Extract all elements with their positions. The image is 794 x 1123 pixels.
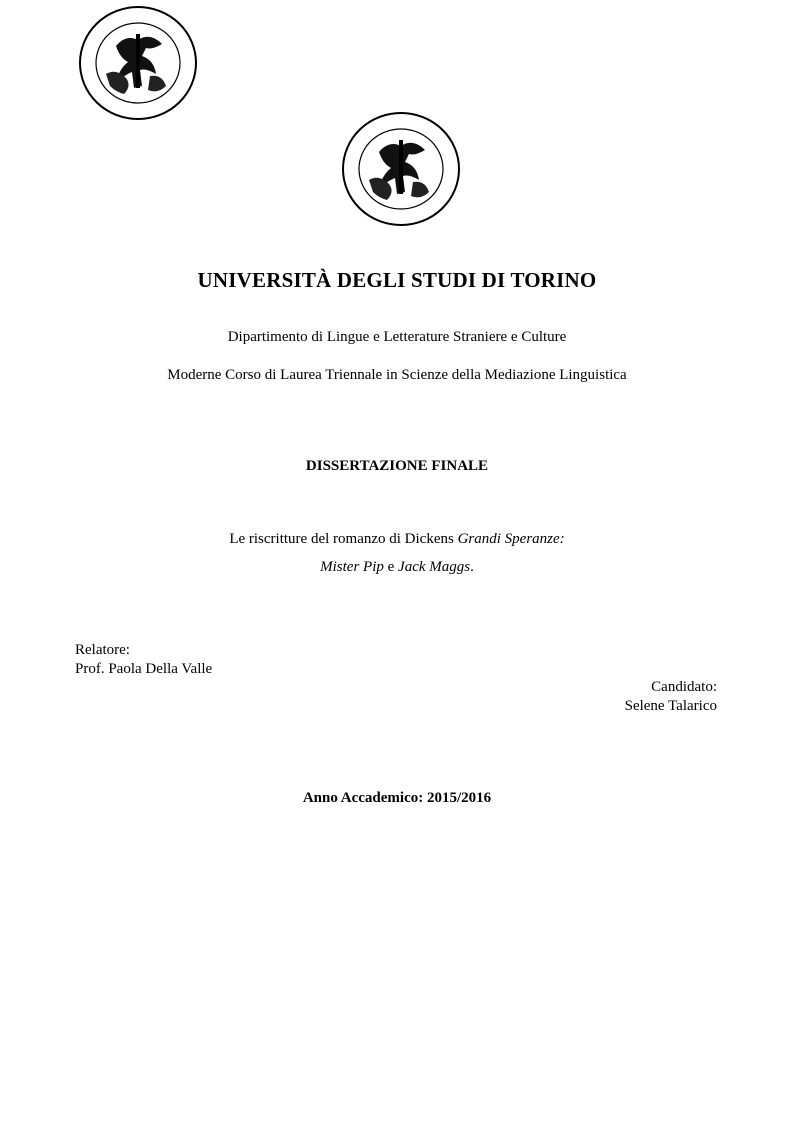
thesis-title-connector: e <box>383 559 399 575</box>
dissertation-heading: DISSERTAZIONE FINALE <box>305 458 489 474</box>
thesis-title-end: . <box>470 559 474 575</box>
thesis-title-line-1 <box>0 531 794 548</box>
candidate-name: Selene Talarico <box>624 698 717 714</box>
university-seal-top <box>76 4 200 122</box>
candidate-label: Candidato: <box>651 679 717 695</box>
seal-icon <box>76 4 200 122</box>
thesis-title-work-a: Mister Pip <box>320 559 384 575</box>
thesis-title-line-2 <box>0 559 794 576</box>
course-name: Moderne Corso di Laurea Triennale in Scienze della Mediazione Linguistica <box>167 367 627 383</box>
university-name: UNIVERSITÀ DEGLI STUDI DI TORINO <box>197 268 597 292</box>
supervisor-label: Relatore: <box>75 642 130 658</box>
department-name: Dipartimento di Lingue e Letterature Straniere e Culture <box>227 329 567 345</box>
thesis-title-work-b: Jack Maggs <box>398 559 471 575</box>
academic-year: Anno Accademico: 2015/2016 <box>302 790 492 806</box>
thesis-title-prefix: Le riscritture del romanzo di Dickens <box>229 531 458 547</box>
thesis-title-novel: Grandi Speranze: <box>457 531 565 547</box>
university-seal-center <box>339 110 463 228</box>
seal-icon <box>339 110 463 228</box>
supervisor-name: Prof. Paola Della Valle <box>75 661 213 677</box>
